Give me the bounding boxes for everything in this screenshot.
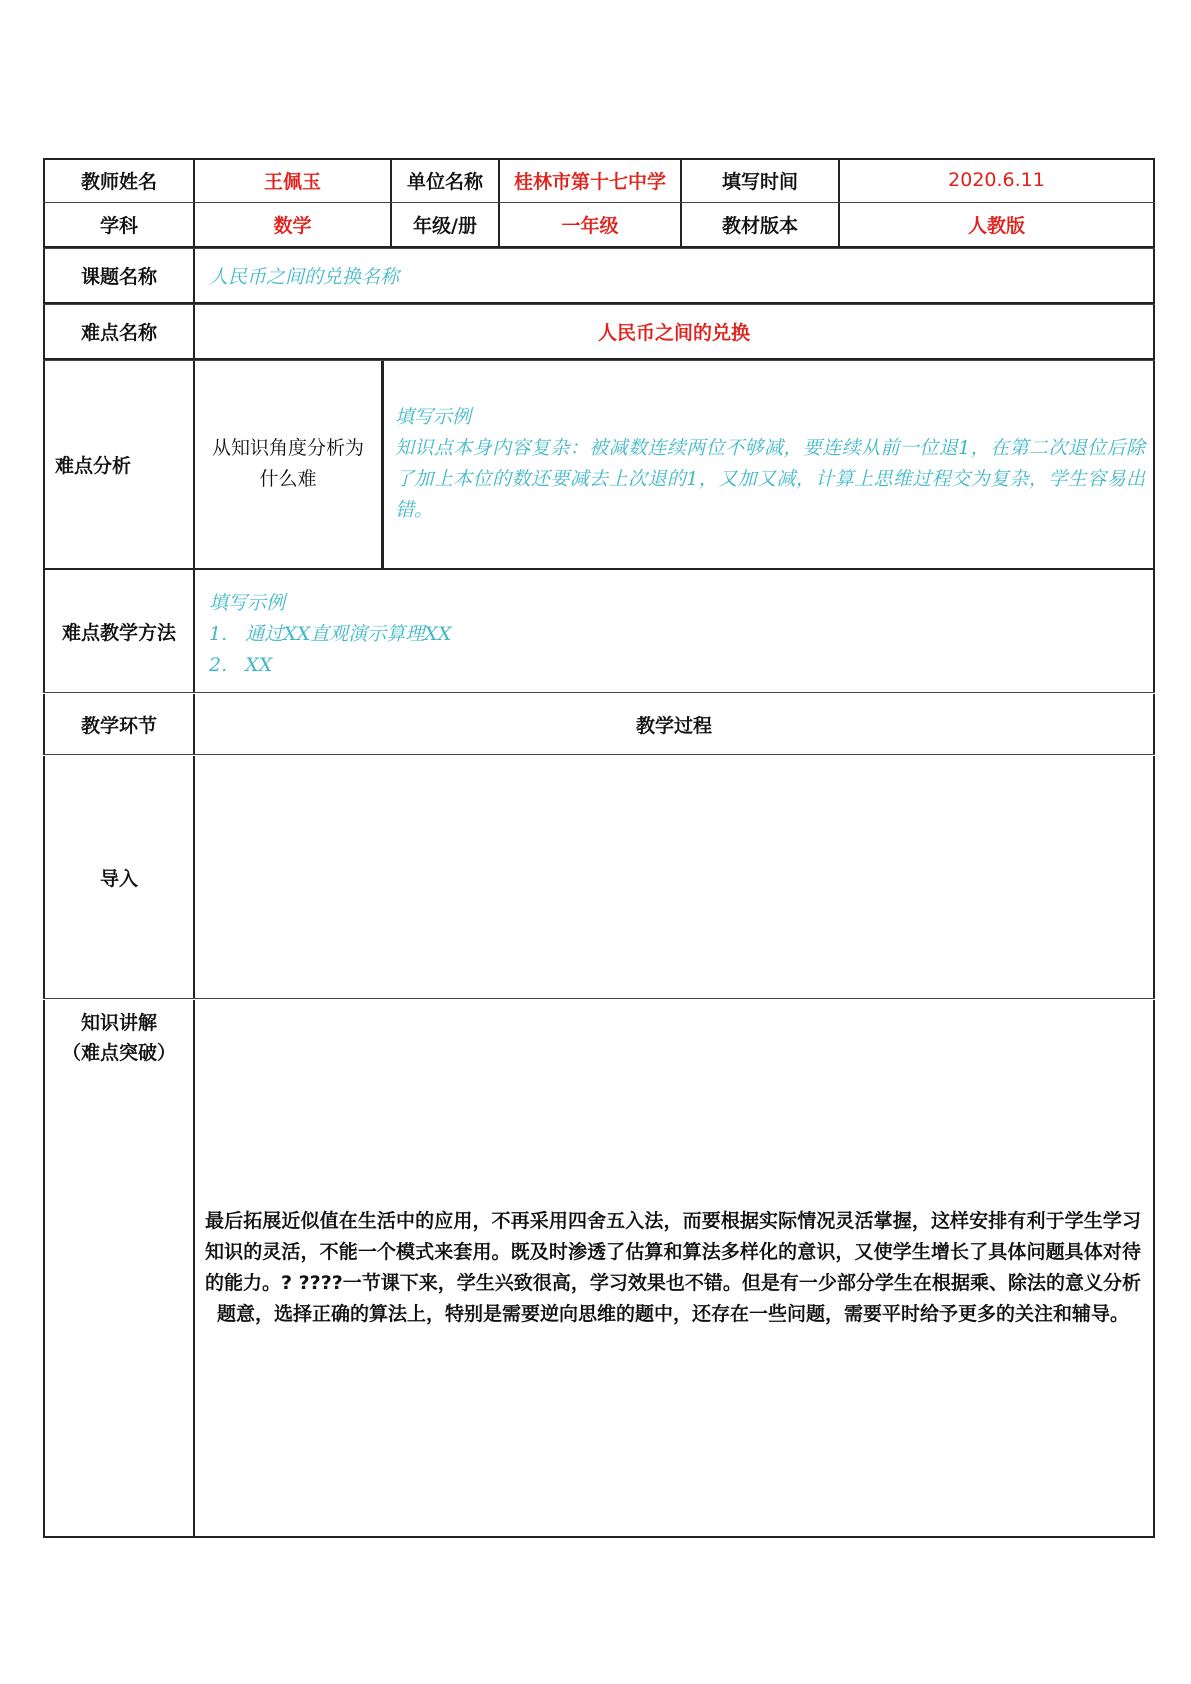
grade-value: 一年级 [561,214,619,237]
method-item: 2. XX [209,654,273,676]
method-label: 难点教学方法 [61,621,176,644]
knowledge-label-line2: （难点突破） [61,1042,176,1064]
fill-date-value: 2020.6.11 [948,169,1045,191]
subject-value: 数学 [273,214,312,237]
row-process-header [43,694,1155,754]
intro-label: 导入 [99,867,138,890]
difficulty-value: 人民币之间的兑换 [597,321,750,344]
row-analysis [43,360,1155,568]
knowledge-content: 最后拓展近似值在生活中的应用，不再采用四舍五入法，而要根据实际情况灵活掌握，这样安排有利于学生学习知识的灵活，不能一个模式来套用。既及时渗透了估算和算法多样化的意识，又使学生增长了具体问题具体对待的能力。? ????一节课下来，学生兴致很高，学习效果也不错。但是有一少部分学生在根据乘、除法的意义分析题意，选择正确的算法上，特别是需要逆向思维的题中，还存在一些问题，需要平时给予更多的关注和辅导。 [205,1210,1141,1325]
intro-content [195,756,1153,998]
unit-name-value: 桂林市第十七中学 [513,170,666,193]
process-value: 教学过程 [635,714,712,737]
method-item: 1. 通过XX直观演示算理XX [209,623,452,645]
analysis-sub-label: 从知识角度分析为什么难 [211,437,364,490]
row-topic [43,248,1155,302]
row-method [43,570,1155,692]
analysis-example-title: 填写示例 [395,406,472,428]
analysis-example-text: 知识点本身内容复杂：被减数连续两位不够减，要连续从前一位退1，在第二次退位后除了加上本位的数还要减去上次退的1，又加又减，计算上思维过程交为复杂，学生容易出错。 [395,437,1145,521]
row-subject-info [43,202,1155,246]
subject-label: 学科 [99,214,138,237]
unit-name-label: 单位名称 [406,170,483,193]
analysis-label: 难点分析 [55,454,132,477]
analysis-example [395,360,1145,568]
edition-label: 教材版本 [721,214,798,237]
row-intro [43,756,1155,998]
edition-value: 人教版 [967,214,1025,237]
process-label: 教学环节 [80,714,157,737]
grade-label: 年级/册 [413,214,477,237]
method-example [209,570,1143,692]
row-difficulty [43,304,1155,358]
teacher-name-value: 王佩玉 [263,170,321,193]
difficulty-label: 难点名称 [80,321,157,344]
knowledge-label-line1: 知识讲解 [80,1012,157,1034]
teacher-name-label: 教师姓名 [80,170,157,193]
row-knowledge [43,1000,1155,1536]
method-example-title: 填写示例 [209,592,286,614]
knowledge-label [45,1000,193,1536]
fill-date-label: 填写时间 [721,170,798,193]
topic-label: 课题名称 [80,265,157,288]
knowledge-content-cell [205,1000,1141,1536]
topic-value: 人民币之间的兑换名称 [209,265,400,288]
row-teacher-info [43,158,1155,202]
